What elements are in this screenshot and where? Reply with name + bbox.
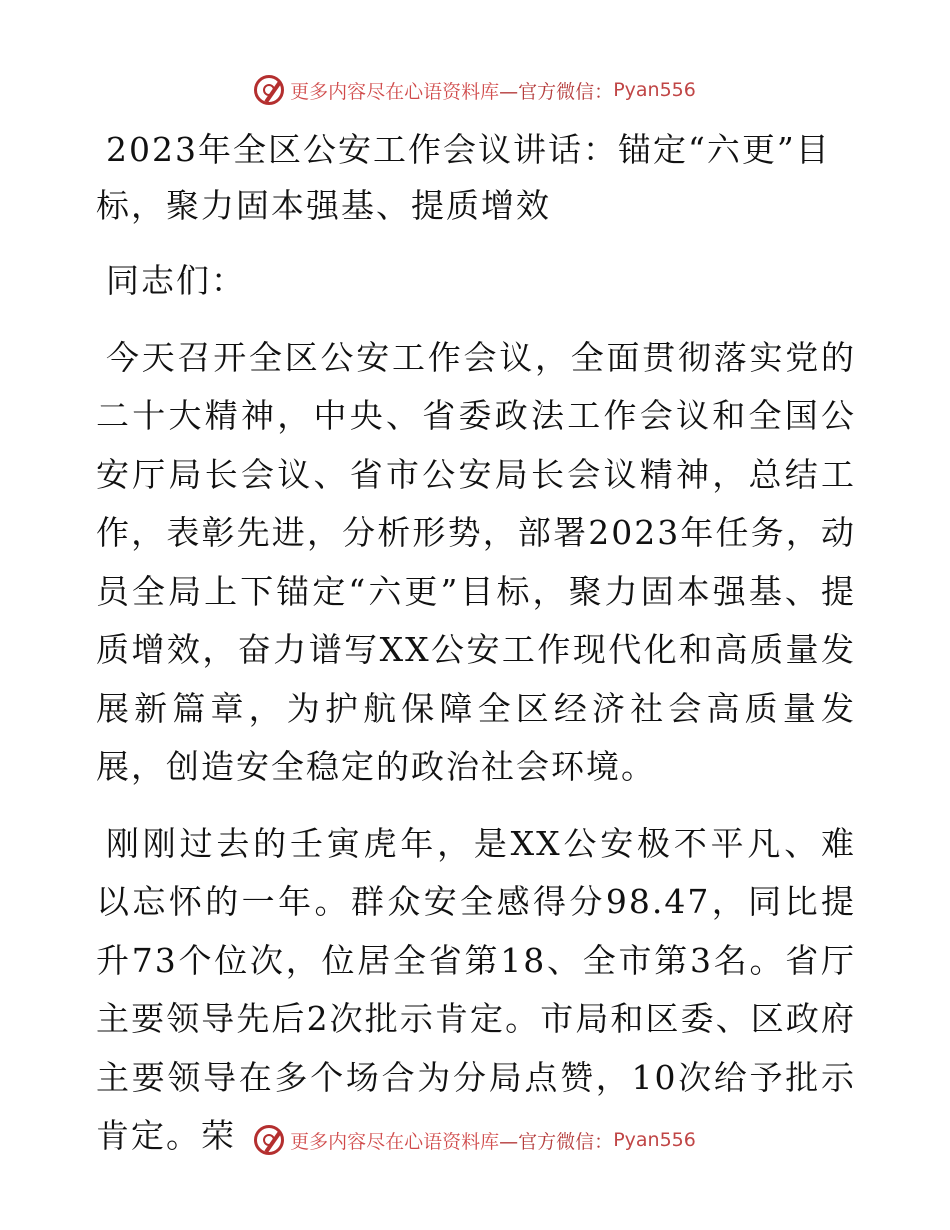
watermark-text-id: Pyan556 <box>613 79 696 101</box>
watermark-text-id: Pyan556 <box>613 1129 696 1151</box>
logo-icon <box>254 75 284 105</box>
header-watermark <box>0 70 950 110</box>
watermark-text-library: 更多内容尽在心语资料库 <box>290 80 500 103</box>
watermark-text-wechat: —官方微信： <box>499 1130 614 1153</box>
footer-watermark <box>0 1120 950 1160</box>
document-title: 2023年全区公安工作会议讲话：锚定“六更”目标，聚力固本强基、提质增效 <box>96 130 831 225</box>
salutation: 同志们： <box>106 261 246 300</box>
logo-icon <box>254 1125 284 1155</box>
watermark-text-library: 更多内容尽在心语资料库 <box>290 1130 500 1153</box>
document-body <box>96 122 856 1184</box>
paragraph-2: 刚刚过去的壬寅虎年，是XX公安极不平凡、难以忘怀的一年。群众安全感得分98.47，同比提升73个位次，位居全省第18、全市第3名。省厅主要领导先后2次批示肯定。市局和区委、区政府主要领导在多个场合为分局点赞，10次给予批示肯定。荣 <box>96 823 856 1155</box>
watermark-text-wechat: —官方微信： <box>499 80 614 103</box>
paragraph-1: 今天召开全区公安工作会议，全面贯彻落实党的二十大精神，中央、省委政法工作会议和全国公安厅局长会议、省市公安局长会议精神，总结工作，表彰先进，分析形势，部署2023年任务，动员全局上下锚定“六更”目标，聚力固本强基、提质增效，奋力谱写XX公安工作现代化和高质量发展新篇章，为护航保障全区经济社会高质量发展，创造安全稳定的政治社会环境。 <box>96 337 856 786</box>
